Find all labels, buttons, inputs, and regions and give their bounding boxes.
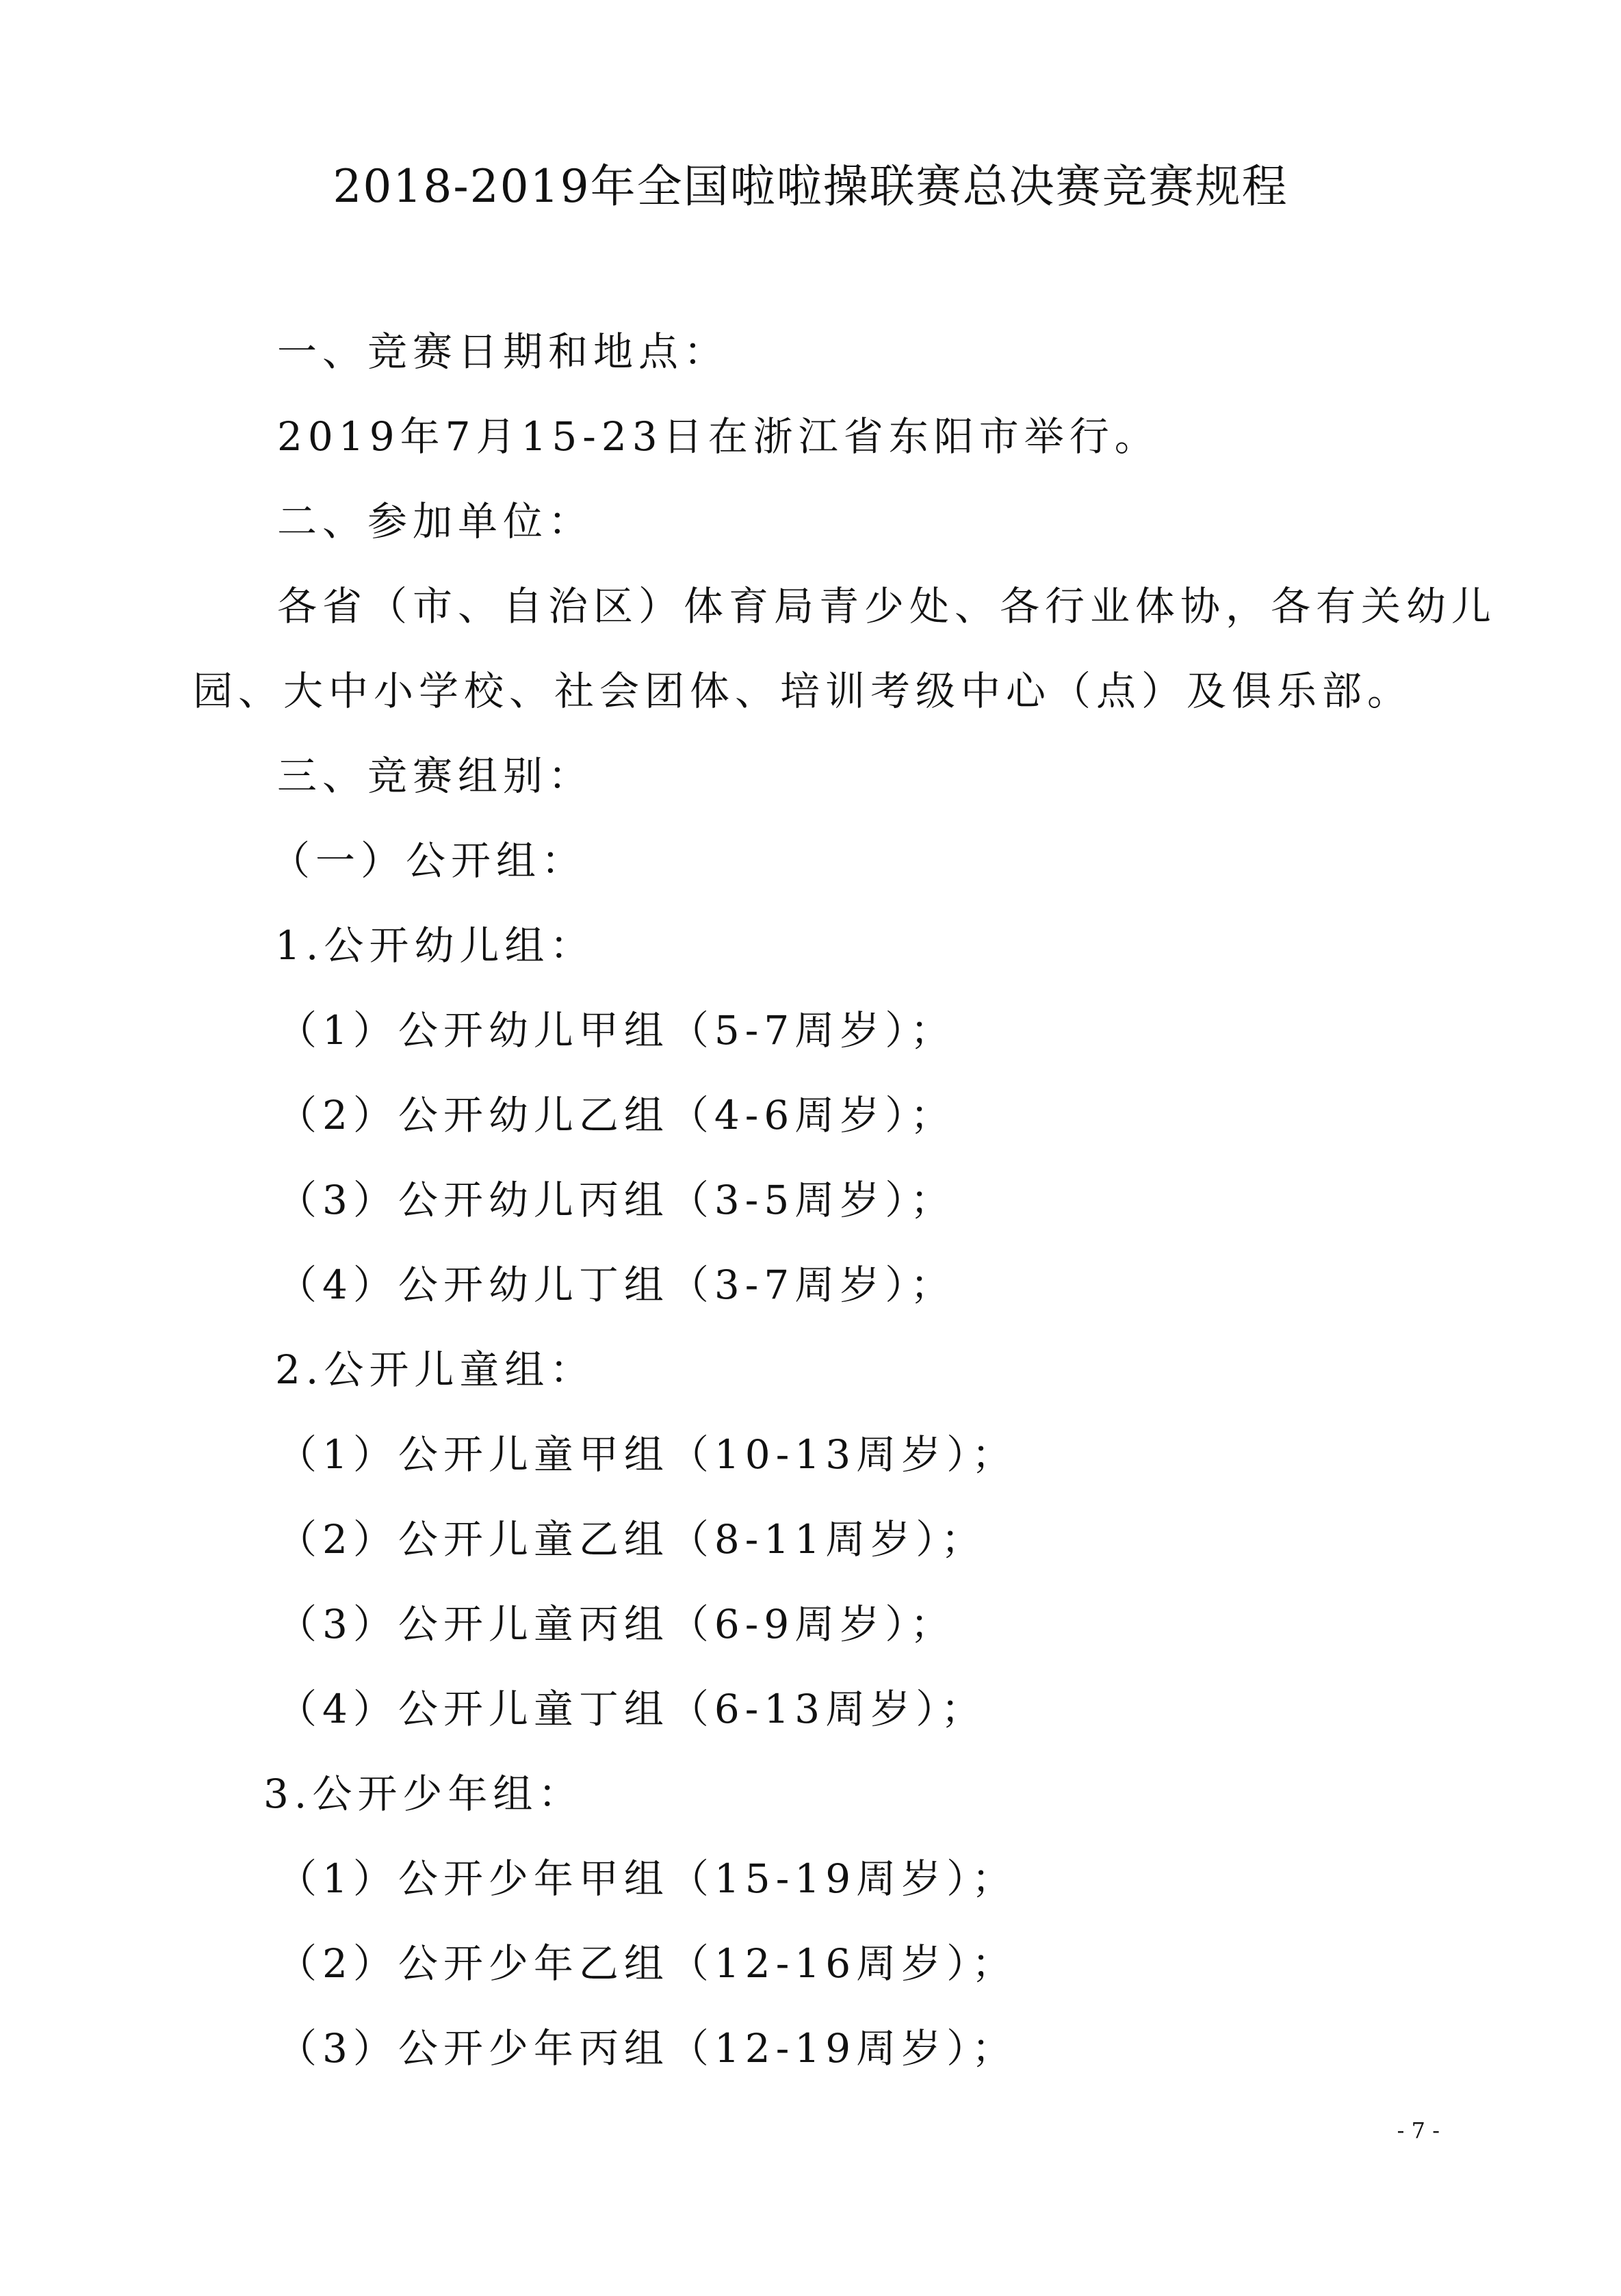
document-title: 2018-2019年全国啦啦操联赛总决赛竞赛规程 (333, 160, 1288, 213)
list-item: （2）公开少年乙组（12-16周岁）； (277, 1940, 1017, 1987)
paragraph-dates: 2019年7月15-23日在浙江省东阳市举行。 (277, 413, 1160, 460)
list-item: （4）公开儿童丁组（6-13周岁）； (277, 1686, 987, 1732)
page-number: - 7 - (1397, 2117, 1440, 2143)
list-item: （3）公开幼儿丙组（3-5周岁）； (277, 1177, 956, 1223)
list-heading-children: 2.公开儿童组： (275, 1346, 595, 1393)
subsection-open-group: （一）公开组： (270, 837, 587, 884)
list-item: （1）公开幼儿甲组（5-7周岁）； (277, 1007, 956, 1054)
paragraph-participants: 各省（市、自治区）体育局青少处、各行业体协，各有关幼儿 (277, 583, 1497, 629)
list-heading-toddler: 1.公开幼儿组： (275, 922, 595, 969)
list-heading-youth: 3.公开少年组： (263, 1771, 584, 1817)
list-item: （3）公开少年丙组（12-19周岁）； (277, 2025, 1017, 2072)
list-item: （1）公开儿童甲组（10-13周岁）； (277, 1431, 1017, 1478)
list-item: （2）公开儿童乙组（8-11周岁）； (277, 1516, 987, 1563)
section-heading-groups: 三、竞赛组别： (277, 753, 594, 799)
list-item: （4）公开幼儿丁组（3-7周岁）； (277, 1262, 956, 1308)
list-item: （2）公开幼儿乙组（4-6周岁）； (277, 1092, 956, 1138)
section-heading-participants: 二、参加单位： (277, 498, 594, 545)
list-item: （1）公开少年甲组（15-19周岁）； (277, 1855, 1017, 1902)
section-heading-dates: 一、竞赛日期和地点： (277, 328, 729, 375)
paragraph-participants-cont: 园、大中小学校、社会团体、培训考级中心（点）及俱乐部。 (193, 668, 1413, 714)
list-item: （3）公开儿童丙组（6-9周岁）； (277, 1601, 956, 1647)
